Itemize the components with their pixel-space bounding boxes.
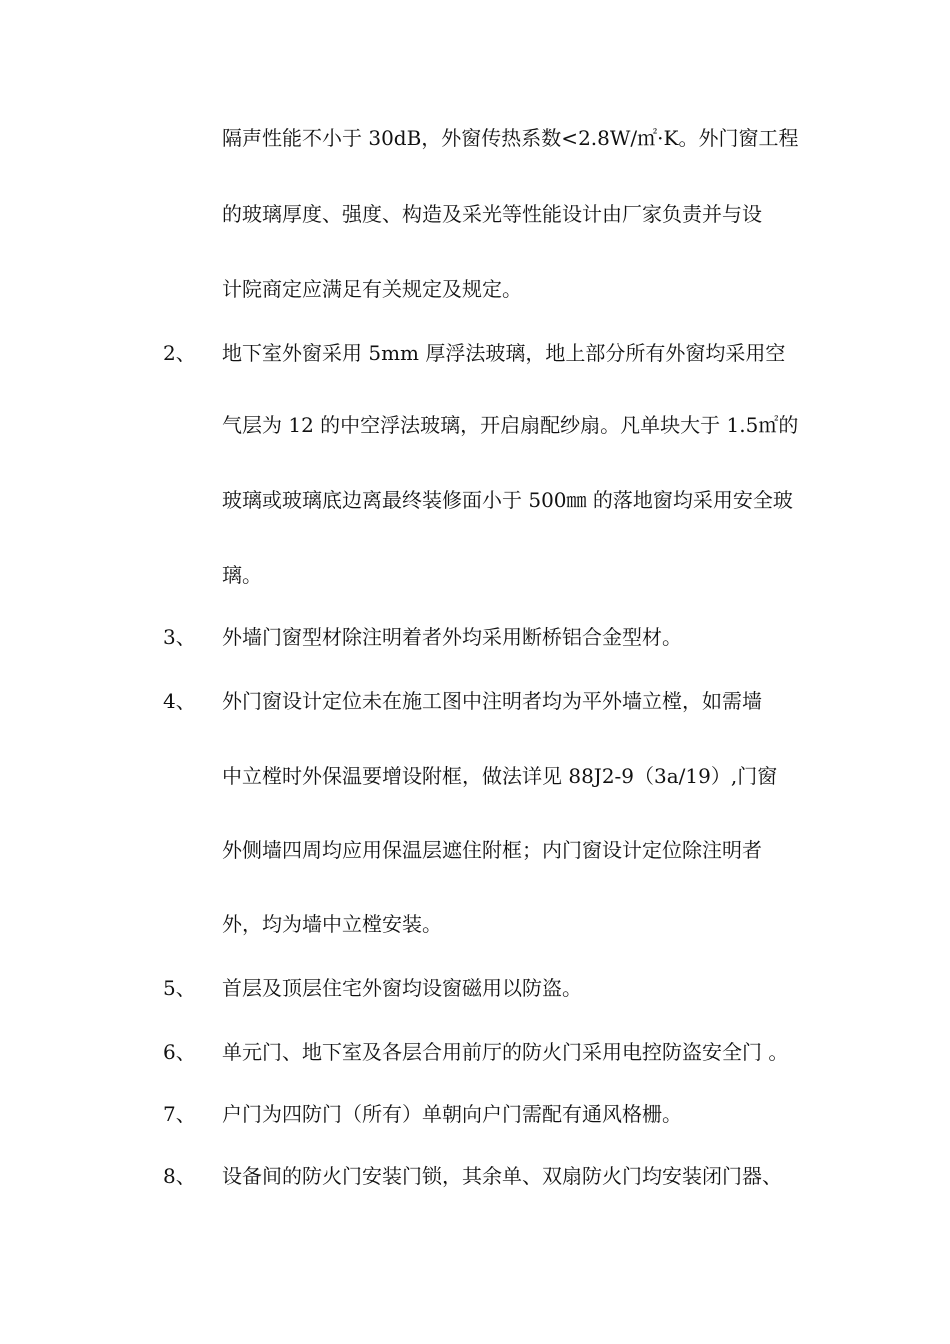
text-line: 地下室外窗采用 5mm 厚浮法玻璃，地上部分所有外窗均采用空 xyxy=(222,341,786,365)
text-line: 外，均为墙中立樘安装。 xyxy=(222,912,442,936)
text-line: 外墙门窗型材除注明着者外均采用断桥铝合金型材。 xyxy=(222,625,682,649)
text-line: 首层及顶层住宅外窗均设窗磁用以防盗。 xyxy=(222,976,582,1000)
text-line: 设备间的防火门安装门锁，其余单、双扇防火门均安装闭门器、 xyxy=(222,1164,782,1188)
text-line: 中立樘时外保温要增设附框，做法详见 88J2-9（3a/19）,门窗 xyxy=(222,764,778,788)
text-line: 璃。 xyxy=(222,563,262,587)
text-line: 的玻璃厚度、强度、构造及采光等性能设计由厂家负责并与设 xyxy=(222,202,762,226)
text-line: 外侧墙四周均应用保温层遮住附框；内门窗设计定位除注明者 xyxy=(222,838,762,862)
text-line: 玻璃或玻璃底边离最终装修面小于 500㎜ 的落地窗均采用安全玻 xyxy=(222,488,793,512)
item-number: 7、 xyxy=(163,1102,196,1126)
text-line: 户门为四防门（所有）单朝向户门需配有通风格栅。 xyxy=(222,1102,682,1126)
text-line: 单元门、地下室及各层合用前厅的防火门采用电控防盗安全门 。 xyxy=(222,1040,789,1064)
text-line: 外门窗设计定位未在施工图中注明者均为平外墙立樘，如需墙 xyxy=(222,689,762,713)
item-number: 5、 xyxy=(163,976,196,1000)
item-number: 8、 xyxy=(163,1164,196,1188)
item-number: 6、 xyxy=(163,1040,196,1064)
text-line: 隔声性能不小于 30dB，外窗传热系数<2.8W/㎡·K。外门窗工程 xyxy=(222,126,799,150)
item-number: 4、 xyxy=(163,689,196,713)
text-line: 气层为 12 的中空浮法玻璃，开启扇配纱扇。凡单块大于 1.5㎡的 xyxy=(222,413,799,437)
text-line: 计院商定应满足有关规定及规定。 xyxy=(222,277,522,301)
item-number: 2、 xyxy=(163,341,196,365)
item-number: 3、 xyxy=(163,625,196,649)
